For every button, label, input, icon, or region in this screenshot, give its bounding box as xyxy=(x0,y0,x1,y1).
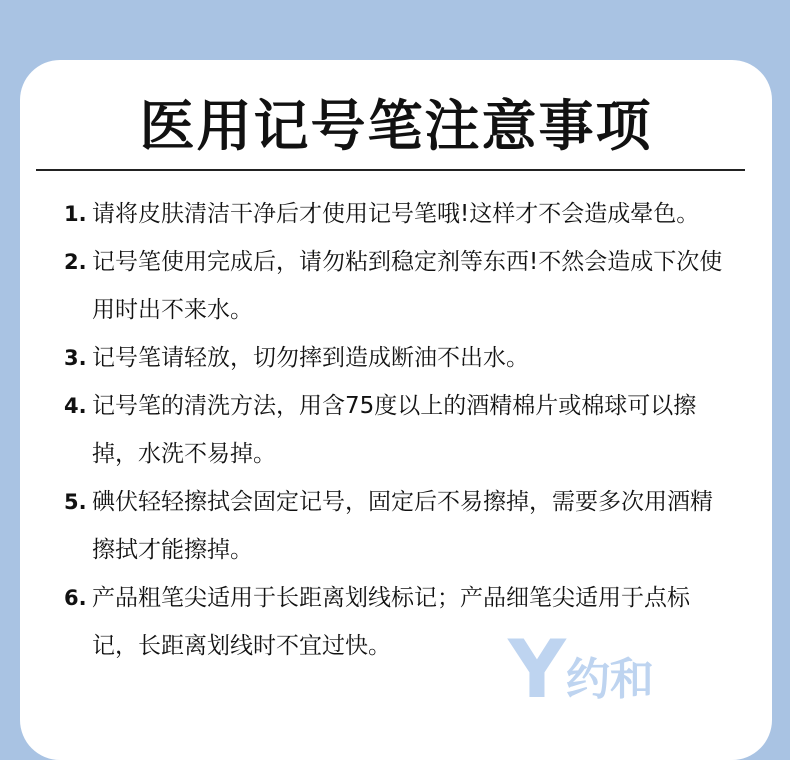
item-number: 6. xyxy=(64,586,87,610)
title-divider xyxy=(36,169,745,171)
notice-card xyxy=(20,60,772,760)
item-text: 记号笔使用完成后，请勿粘到稳定剂等东西!不然会造成下次使用时出不来水。 xyxy=(92,249,723,323)
list-item xyxy=(64,382,724,478)
item-number: 5. xyxy=(64,490,87,514)
item-number: 3. xyxy=(64,346,87,370)
list-item xyxy=(64,190,724,238)
list-item xyxy=(64,334,724,382)
item-text: 请将皮肤清洁干净后才使用记号笔哦!这样才不会造成晕色。 xyxy=(92,201,700,227)
item-text: 碘伏轻轻擦拭会固定记号，固定后不易擦掉，需要多次用酒精擦拭才能擦掉。 xyxy=(92,489,713,563)
item-number: 2. xyxy=(64,250,87,274)
watermark-text: 约和 xyxy=(565,654,654,705)
list-item xyxy=(64,478,724,574)
watermark-letter: Y xyxy=(508,623,566,716)
brand-watermark xyxy=(508,623,654,716)
item-text: 产品粗笔尖适用于长距离划线标记；产品细笔尖适用于点标记，长距离划线时不宜过快。 xyxy=(92,585,690,659)
item-text: 记号笔的清洗方法，用含75度以上的酒精棉片或棉球可以擦掉，水洗不易掉。 xyxy=(92,393,697,467)
page-title: 医用记号笔注意事项 xyxy=(139,94,653,158)
item-number: 1. xyxy=(64,202,87,226)
notice-list xyxy=(64,190,724,670)
item-text: 记号笔请轻放，切勿摔到造成断油不出水。 xyxy=(92,345,529,371)
list-item xyxy=(64,238,724,334)
item-number: 4. xyxy=(64,394,87,418)
